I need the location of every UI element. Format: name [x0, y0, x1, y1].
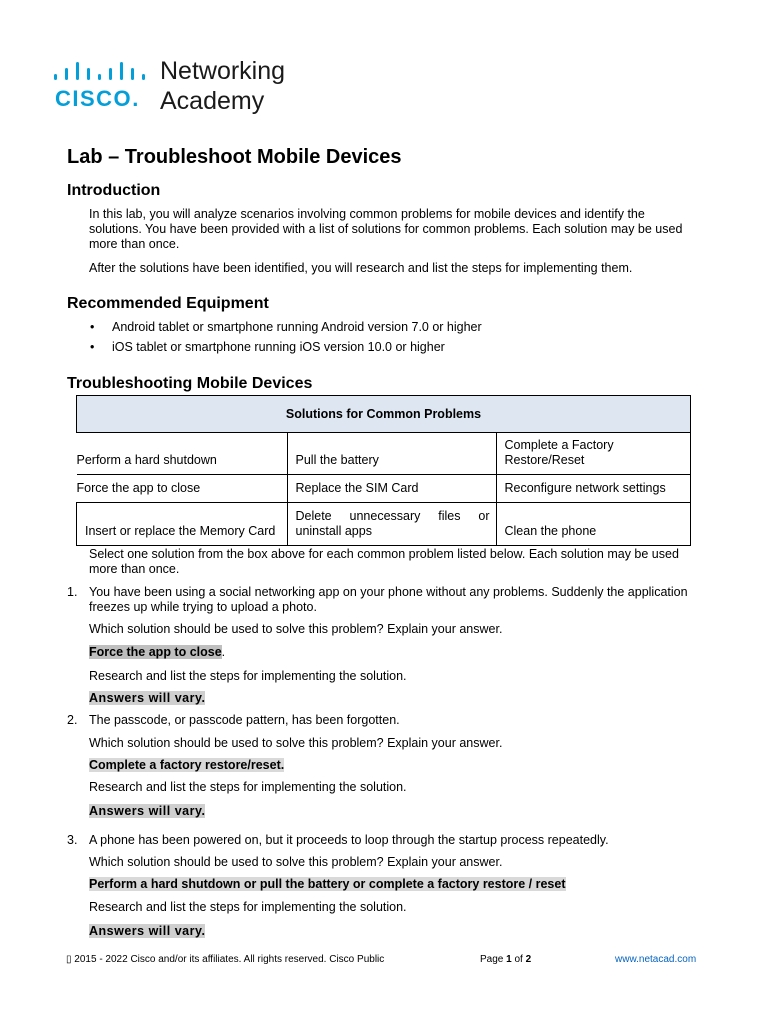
footer-page-number — [480, 954, 531, 966]
answer-steps — [89, 924, 205, 939]
cisco-logo-bars-icon — [54, 62, 150, 82]
question-prompt: Which solution should be used to solve this problem? Explain your answer. — [89, 855, 503, 869]
answer-3 — [89, 877, 566, 892]
question-text: You have been using a social networking app on your phone without any problems. Suddenly the application freezes up while trying to upload a photo. — [89, 585, 688, 614]
question-prompt: Which solution should be used to solve this problem? Explain your answer. — [89, 622, 503, 636]
intro-paragraph-2: After the solutions have been identified, you will research and list the steps for implementing them. — [89, 261, 633, 275]
answer-highlight: Answers will vary. — [89, 691, 206, 705]
table-header-row — [77, 396, 691, 433]
answer-1 — [89, 645, 225, 660]
equipment-item-text: iOS tablet or smartphone running iOS version 10.0 or higher — [112, 340, 445, 354]
equipment-item-ios — [90, 340, 445, 355]
instructions-text: Select one solution from the box above for each common problem listed below. Each solution may be used more than once. — [89, 547, 679, 576]
table-cell: Clean the phone — [496, 503, 691, 546]
answer-highlight: Force the app to close — [89, 645, 222, 659]
steps-prompt: Research and list the steps for implementing the solution. — [89, 669, 407, 683]
troubleshooting-heading: Troubleshooting Mobile Devices — [67, 375, 313, 392]
logo-networking: Networking — [160, 57, 286, 85]
intro-paragraph-1: In this lab, you will analyze scenarios involving common problems for mobile devices and identify the solutions. You have been provided with a list of solutions for common problems. Each solution may be used more than once. — [89, 207, 683, 251]
answer-highlight: Complete a factory restore/reset. — [89, 758, 285, 772]
steps-prompt: Research and list the steps for implementing the solution. — [89, 900, 407, 914]
table-row — [77, 433, 691, 475]
page-num: 1 — [506, 954, 512, 965]
answer-2 — [89, 758, 284, 773]
table-cell: Delete unnecessary files or uninstall apps — [287, 503, 496, 546]
answer-highlight: Perform a hard shutdown or pull the battery or complete a factory restore / reset — [89, 877, 566, 891]
equipment-item-text: Android tablet or smartphone running Android version 7.0 or higher — [112, 320, 482, 334]
answer-highlight: Answers will vary. — [89, 924, 206, 938]
table-cell: Pull the battery — [287, 433, 496, 475]
footer-site-link[interactable]: www.netacad.com — [615, 954, 697, 965]
table-row — [77, 475, 691, 503]
question-number: 2. — [67, 713, 78, 727]
question-number: 1. — [67, 585, 78, 599]
page-title: Lab – Troubleshoot Mobile Devices — [67, 146, 402, 168]
page-of: of — [511, 954, 526, 965]
question-prompt: Which solution should be used to solve this problem? Explain your answer. — [89, 736, 503, 750]
footer-copyright — [66, 954, 384, 966]
equipment-heading: Recommended Equipment — [67, 295, 269, 312]
question-text: The passcode, or passcode pattern, has been forgotten. — [89, 713, 400, 727]
table-cell: Perform a hard shutdown — [77, 433, 288, 475]
bullet-icon: • — [90, 320, 95, 334]
answer-highlight: Answers will vary. — [89, 804, 206, 818]
table-cell: Replace the SIM Card — [287, 475, 496, 503]
table-cell: Complete a Factory Restore/Reset — [496, 433, 691, 475]
intro-heading: Introduction — [67, 182, 161, 199]
equipment-item-android — [90, 320, 482, 335]
cisco-wordmark: CISCO. — [55, 86, 140, 111]
steps-prompt: Research and list the steps for implementing the solution. — [89, 780, 407, 794]
question-number: 3. — [67, 833, 78, 847]
answer-suffix: . — [221, 645, 226, 659]
page-total: 2 — [525, 954, 532, 965]
bullet-icon: • — [90, 340, 95, 354]
logo-academy: Academy — [160, 87, 265, 115]
table-cell: Force the app to close — [77, 475, 288, 503]
table-cell: Reconfigure network settings — [496, 475, 691, 503]
page-prefix: Page — [480, 954, 507, 965]
footer-copyright-text: 2015 - 2022 Cisco and/or its affiliates. All rights reserved. Cisco Public — [71, 954, 385, 965]
copyright-icon: ▯ — [66, 954, 72, 965]
answer-steps — [89, 804, 205, 819]
solutions-table — [76, 395, 691, 546]
answer-steps — [89, 691, 205, 706]
table-row — [77, 503, 691, 546]
question-text: A phone has been powered on, but it proceeds to loop through the startup process repeatedly. — [89, 833, 609, 847]
table-cell: Insert or replace the Memory Card — [77, 503, 288, 546]
table-header: Solutions for Common Problems — [77, 396, 691, 433]
